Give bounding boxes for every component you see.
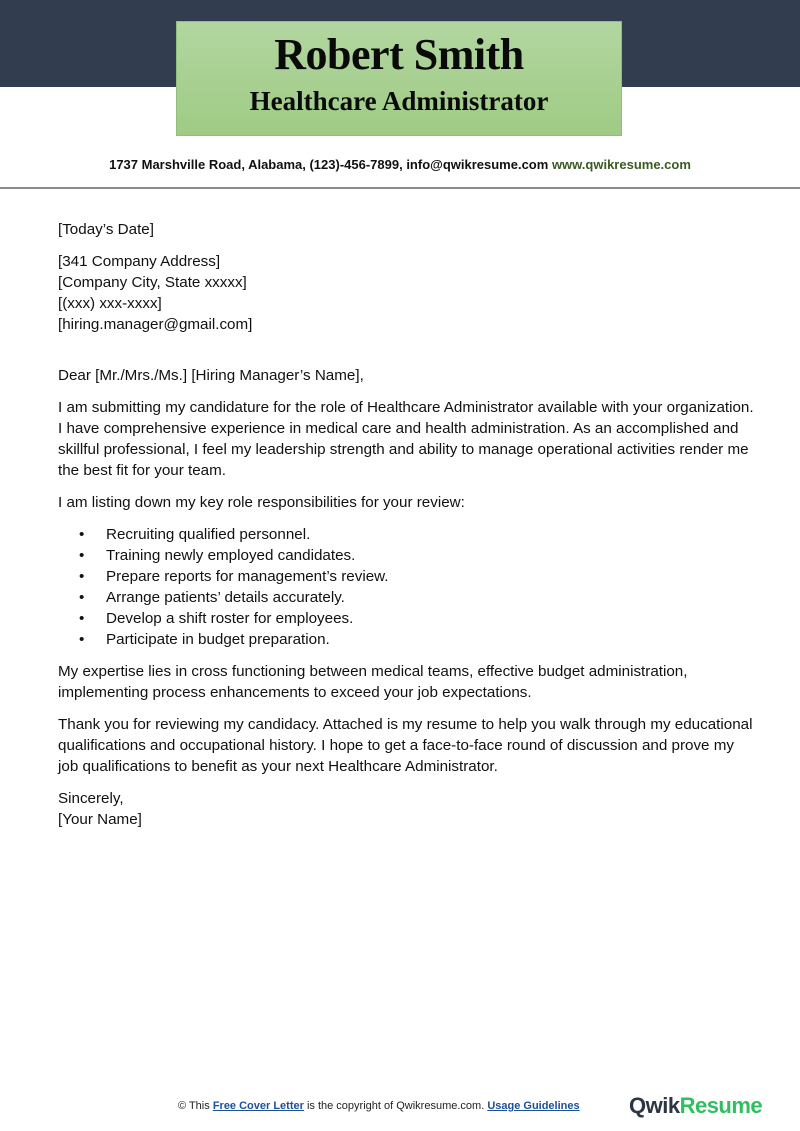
- job-title: Healthcare Administrator: [249, 86, 549, 116]
- name-box: [176, 21, 622, 136]
- copyright-footer: [178, 1100, 580, 1112]
- divider: [0, 187, 800, 189]
- letter-body: [58, 219, 758, 830]
- recipient-address: [58, 251, 758, 335]
- free-cover-letter-link[interactable]: Free Cover Letter: [212, 1100, 304, 1112]
- address-line: [(xxx) xxx-xxxx]: [58, 295, 162, 312]
- list-item: • Prepare reports for management’s review.: [106, 566, 758, 587]
- applicant-name: Robert Smith: [274, 30, 524, 79]
- list-item: • Arrange patients’ details accurately.: [106, 587, 758, 608]
- paragraph: I am submitting my candidature for the role of Healthcare Administrator available with your organization. I have comprehensive experience in medical care and health administration. As an accomplished and skillful professional, I feel my leadership strength and ability to manage operational activities render me the best fit for your team.: [58, 399, 754, 479]
- footer-text: © This: [178, 1100, 213, 1112]
- address-line: [341 Company Address]: [58, 253, 221, 270]
- date: [Today’s Date]: [58, 221, 154, 238]
- list-item: • Training newly employed candidates.: [106, 545, 758, 566]
- list-item: • Recruiting qualified personnel.: [106, 524, 758, 545]
- signature: [Your Name]: [58, 811, 142, 828]
- salutation: Dear [Mr./Mrs./Ms.] [Hiring Manager’s Name],: [58, 367, 364, 384]
- contact-line: [0, 157, 800, 172]
- usage-guidelines-link[interactable]: Usage Guidelines: [487, 1100, 580, 1112]
- paragraph: I am listing down my key role responsibilities for your review:: [58, 494, 465, 511]
- logo-part: Qwik: [629, 1093, 680, 1118]
- paragraph: Thank you for reviewing my candidacy. Attached is my resume to help you walk through my educational qualifications and occupational history. I hope to get a face-to-face round of discussion and prove my job qualifications to benefit as your next Healthcare Administrator.: [58, 716, 753, 775]
- website-link[interactable]: www.qwikresume.com: [551, 157, 691, 172]
- closing: Sincerely,: [58, 790, 124, 807]
- responsibility-list: [58, 524, 758, 650]
- paragraph: My expertise lies in cross functioning between medical teams, effective budget administration, implementing process enhancements to exceed your job expectations.: [58, 663, 688, 701]
- list-item: • Develop a shift roster for employees.: [106, 608, 758, 629]
- qwikresume-logo: [629, 1093, 762, 1119]
- list-item: • Participate in budget preparation.: [106, 629, 758, 650]
- logo-part: Resume: [679, 1093, 763, 1118]
- footer-text: is the copyright of Qwikresume.com.: [303, 1100, 488, 1112]
- address-line: [hiring.manager@gmail.com]: [58, 316, 253, 333]
- address-line: [Company City, State xxxxx]: [58, 274, 247, 291]
- contact-info: 1737 Marshville Road, Alabama, (123)-456-7899, info@qwikresume.com: [109, 157, 549, 172]
